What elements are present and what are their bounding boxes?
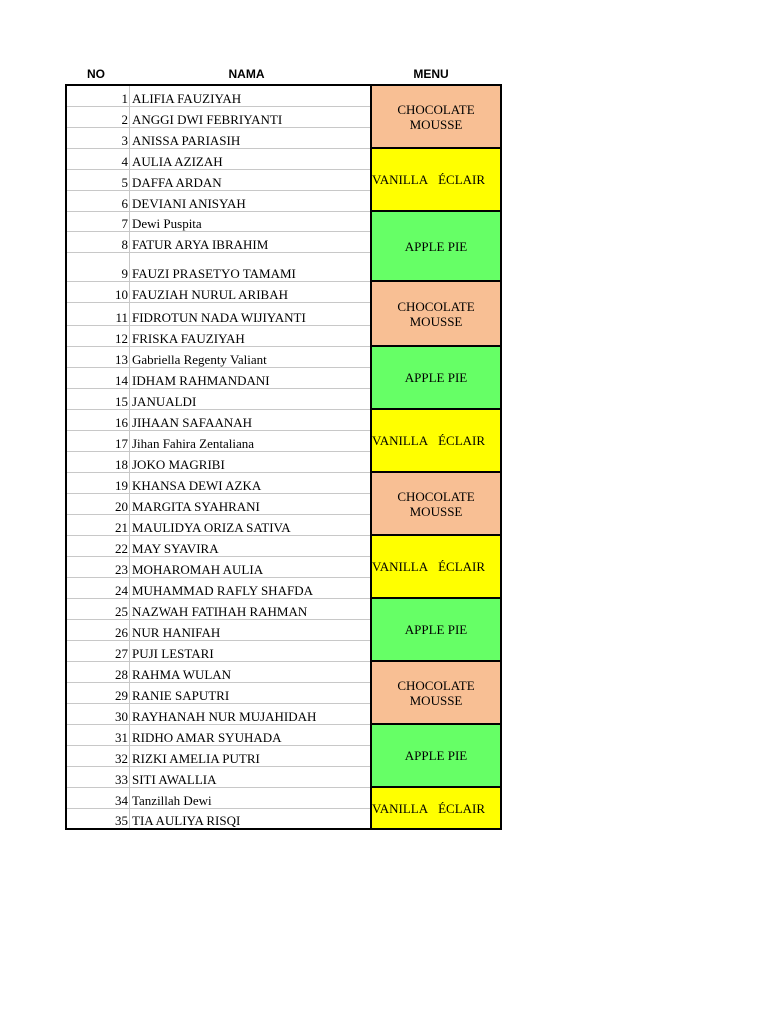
row-number: 32 [66, 745, 130, 766]
student-name: RANIE SAPUTRI [130, 682, 372, 703]
student-name: MAY SYAVIRA [130, 535, 372, 556]
menu-label-line: CHOCOLATE [397, 488, 475, 504]
row-number: 13 [66, 346, 130, 367]
menu-label-line: CHOCOLATE [397, 677, 475, 693]
row-number: 20 [66, 493, 130, 514]
student-name: Tanzillah Dewi [130, 787, 372, 808]
table-row [66, 85, 501, 106]
row-number: 22 [66, 535, 130, 556]
table-row [66, 409, 501, 430]
menu-cell [371, 211, 501, 281]
menu-label-line: ÉCLAIR [438, 800, 486, 816]
menu-cell [371, 85, 501, 148]
student-name: SITI AWALLIA [130, 766, 372, 787]
table-body [66, 85, 501, 829]
menu-cell [371, 472, 501, 535]
student-name: RAYHANAH NUR MUJAHIDAH [130, 703, 372, 724]
row-number: 14 [66, 367, 130, 388]
menu-label-line: CHOCOLATE [397, 101, 475, 117]
row-number: 29 [66, 682, 130, 703]
menu-label-line: APPLE PIE [404, 370, 468, 385]
row-number: 4 [66, 148, 130, 169]
student-name: MAULIDYA ORIZA SATIVA [130, 514, 372, 535]
menu-cell [371, 346, 501, 409]
table-row [66, 211, 501, 231]
row-number: 31 [66, 724, 130, 745]
row-number: 28 [66, 661, 130, 682]
menu-label-line: APPLE PIE [404, 622, 468, 637]
student-name: IDHAM RAHMANDANI [130, 367, 372, 388]
table-row [66, 787, 501, 808]
menu-assignment-table [65, 84, 502, 830]
row-number: 19 [66, 472, 130, 493]
row-number: 24 [66, 577, 130, 598]
menu-label-line: MOUSSE [409, 116, 463, 132]
student-name: NAZWAH FATIHAH RAHMAN [130, 598, 372, 619]
student-name: ALIFIA FAUZIYAH [130, 85, 372, 106]
row-number: 30 [66, 703, 130, 724]
row-number: 18 [66, 451, 130, 472]
student-name: DEVIANI ANISYAH [130, 190, 372, 211]
student-name: ANISSA PARIASIH [130, 127, 372, 148]
student-name: RAHMA WULAN [130, 661, 372, 682]
row-number: 9 [66, 252, 130, 281]
table-row [66, 148, 501, 169]
table-row [66, 472, 501, 493]
row-number: 16 [66, 409, 130, 430]
row-number: 21 [66, 514, 130, 535]
column-header-menu: MENU [413, 67, 449, 81]
menu-cell [371, 661, 501, 724]
row-number: 10 [66, 281, 130, 302]
student-name: ANGGI DWI FEBRIYANTI [130, 106, 372, 127]
row-number: 5 [66, 169, 130, 190]
student-name: MOHAROMAH AULIA [130, 556, 372, 577]
menu-cell [371, 724, 501, 787]
row-number: 11 [66, 302, 130, 325]
row-number: 1 [66, 85, 130, 106]
student-name: FIDROTUN NADA WIJIYANTI [130, 302, 372, 325]
row-number: 6 [66, 190, 130, 211]
student-name: NUR HANIFAH [130, 619, 372, 640]
student-name: JIHAAN SAFAANAH [130, 409, 372, 430]
menu-cell [371, 409, 501, 472]
row-number: 3 [66, 127, 130, 148]
student-name: FRISKA FAUZIYAH [130, 325, 372, 346]
table-row [66, 535, 501, 556]
student-name: TIA AULIYA RISQI [130, 808, 372, 829]
menu-label-line: MOUSSE [409, 503, 463, 519]
row-number: 15 [66, 388, 130, 409]
menu-label-line: ÉCLAIR [438, 559, 486, 574]
row-number: 34 [66, 787, 130, 808]
student-name: KHANSA DEWI AZKA [130, 472, 372, 493]
menu-cell [371, 598, 501, 661]
menu-label-line: ÉCLAIR [438, 172, 486, 187]
row-number: 7 [66, 211, 130, 231]
menu-label-line: APPLE PIE [404, 238, 468, 254]
student-name: FATUR ARYA IBRAHIM [130, 231, 372, 252]
student-name: RIDHO AMAR SYUHADA [130, 724, 372, 745]
menu-cell [371, 787, 501, 829]
student-name: MARGITA SYAHRANI [130, 493, 372, 514]
menu-cell [371, 535, 501, 598]
row-number: 35 [66, 808, 130, 829]
menu-label-line: VANILLA [372, 559, 429, 574]
menu-label-line: APPLE PIE [404, 748, 468, 763]
row-number: 25 [66, 598, 130, 619]
student-name: RIZKI AMELIA PUTRI [130, 745, 372, 766]
row-number: 33 [66, 766, 130, 787]
student-name: AULIA AZIZAH [130, 148, 372, 169]
menu-cell [371, 281, 501, 346]
row-number: 23 [66, 556, 130, 577]
menu-label-line: VANILLA [372, 800, 429, 816]
menu-cell [371, 148, 501, 211]
menu-label-line: VANILLA [372, 172, 429, 187]
student-name: FAUZIAH NURUL ARIBAH [130, 281, 372, 302]
menu-label-line: VANILLA [372, 433, 429, 448]
row-number: 2 [66, 106, 130, 127]
row-number: 8 [66, 231, 130, 252]
student-name: PUJI LESTARI [130, 640, 372, 661]
student-name: JOKO MAGRIBI [130, 451, 372, 472]
student-name: JANUALDI [130, 388, 372, 409]
row-number: 12 [66, 325, 130, 346]
table-row [66, 346, 501, 367]
menu-label-line: CHOCOLATE [397, 298, 475, 314]
menu-label-line: MOUSSE [409, 692, 463, 708]
table-row [66, 598, 501, 619]
table-row [66, 724, 501, 745]
column-header-no: NO [87, 67, 105, 81]
student-name: FAUZI PRASETYO TAMAMI [130, 252, 372, 281]
column-header-nama: NAMA [228, 67, 265, 81]
student-name: Dewi Puspita [130, 211, 372, 231]
row-number: 17 [66, 430, 130, 451]
menu-label-line: MOUSSE [409, 313, 463, 329]
student-name: DAFFA ARDAN [130, 169, 372, 190]
table-row [66, 661, 501, 682]
student-name: Gabriella Regenty Valiant [130, 346, 372, 367]
row-number: 26 [66, 619, 130, 640]
student-name: Jihan Fahira Zentaliana [130, 430, 372, 451]
menu-label-line: ÉCLAIR [438, 433, 486, 448]
table-row [66, 281, 501, 302]
row-number: 27 [66, 640, 130, 661]
student-name: MUHAMMAD RAFLY SHAFDA [130, 577, 372, 598]
